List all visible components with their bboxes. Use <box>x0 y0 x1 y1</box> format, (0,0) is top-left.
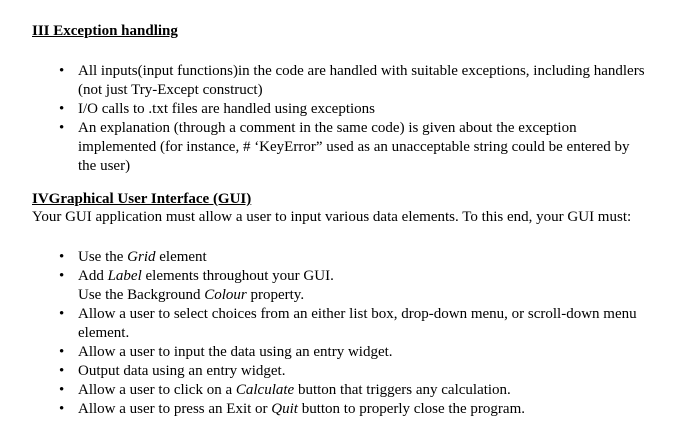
list-item <box>56 100 646 119</box>
list-item <box>56 362 646 381</box>
text-part: Allow a user to click on a <box>78 382 236 398</box>
emphasis-term: Grid <box>127 249 156 265</box>
text-part: Add <box>78 268 108 284</box>
list-item <box>56 62 646 100</box>
exception-handling-list <box>56 62 646 176</box>
bullet-icon: • <box>59 63 65 79</box>
emphasis-term: Calculate <box>235 382 295 398</box>
list-item <box>56 267 646 305</box>
section-heading-exception-handling: III Exception handling <box>32 23 178 39</box>
bullet-icon: • <box>59 344 65 360</box>
list-item-text: Output data using an entry widget. <box>78 363 286 379</box>
emphasis-term: Colour <box>204 287 247 303</box>
list-item <box>56 400 646 419</box>
list-item <box>56 248 646 267</box>
text-part: button to properly close the program. <box>297 401 525 417</box>
bullet-icon: • <box>59 120 65 136</box>
list-item <box>56 119 646 176</box>
list-item-text: Allow a user to input the data using an entry widget. <box>78 344 393 360</box>
text-part: button that triggers any calculation. <box>294 382 511 398</box>
bullet-icon: • <box>59 306 65 322</box>
gui-intro-paragraph: Your GUI application must allow a user to input various data elements. To this end, your GUI must: <box>32 209 632 225</box>
list-item-text: All inputs(input functions)in the code are handled with suitable exceptions, including handlers (not just Try-Except construct) <box>78 63 645 98</box>
emphasis-term: Quit <box>271 401 298 417</box>
section-heading-gui: IVGraphical User Interface (GUI) <box>32 191 252 207</box>
bullet-icon: • <box>59 363 65 379</box>
emphasis-term: Label <box>107 268 142 284</box>
text-part: property. <box>246 287 305 303</box>
list-item-text: Allow a user to select choices from an either list box, drop-down menu, or scroll-down menu element. <box>78 306 637 341</box>
bullet-icon: • <box>59 101 65 117</box>
list-item-text: An explanation (through a comment in the same code) is given about the exception implemented (for instance, # ‘KeyError” used as an unacceptable string could be entered by the user) <box>78 120 630 174</box>
list-item-text: I/O calls to .txt files are handled using exceptions <box>78 101 376 117</box>
list-item <box>56 381 646 400</box>
bullet-icon: • <box>59 249 65 265</box>
text-part: Use the <box>78 249 128 265</box>
gui-requirements-list <box>56 248 646 419</box>
bullet-icon: • <box>59 401 65 417</box>
bullet-icon: • <box>59 268 65 284</box>
text-part: Allow a user to press an Exit or <box>78 401 272 417</box>
list-item <box>56 305 646 343</box>
text-part: element <box>155 249 207 265</box>
text-part: Use the Background <box>78 287 205 303</box>
text-part: elements throughout your GUI. <box>141 268 334 284</box>
list-item <box>56 343 646 362</box>
bullet-icon: • <box>59 382 65 398</box>
